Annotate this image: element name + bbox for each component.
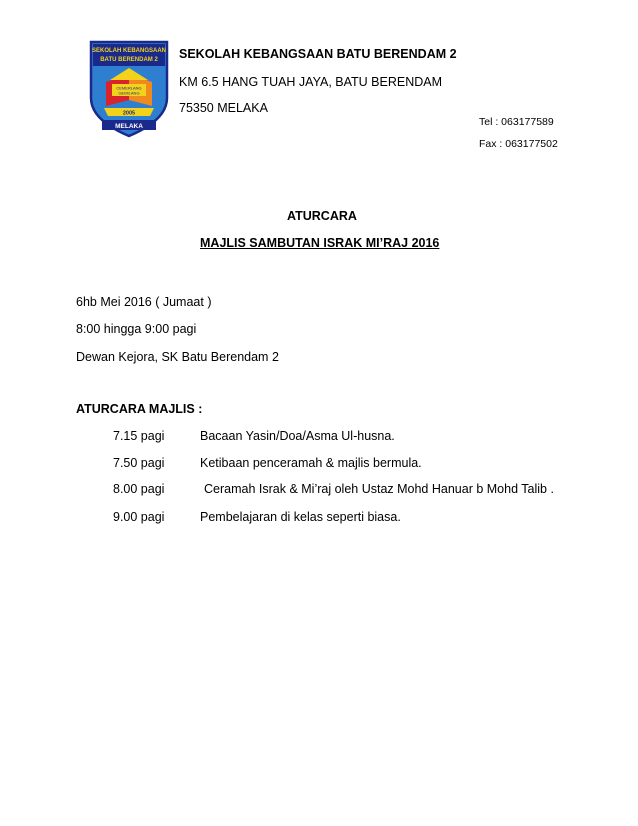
school-logo bbox=[88, 40, 170, 138]
programme-item-time: 9.00 pagi bbox=[113, 510, 165, 524]
logo-motto-line1: CEMERLANG bbox=[116, 85, 142, 91]
programme-item-desc: Bacaan Yasin/Doa/Asma Ul-husna. bbox=[200, 429, 395, 443]
document-subtitle: MAJLIS SAMBUTAN ISRAK MI’RAJ 2016 bbox=[200, 236, 440, 250]
logo-top-text: SEKOLAH KEBANGSAAN bbox=[91, 48, 167, 54]
school-name: SEKOLAH KEBANGSAAN BATU BERENDAM 2 bbox=[179, 47, 457, 61]
programme-item-desc: Pembelajaran di kelas seperti biasa. bbox=[200, 510, 401, 524]
fax-number: Fax : 063177502 bbox=[479, 138, 558, 150]
programme-item-time: 7.15 pagi bbox=[113, 429, 165, 443]
programme-item-desc: Ceramah Israk & Mi’raj oleh Ustaz Mohd Hanuar b Mohd Talib . bbox=[204, 482, 554, 496]
document-title: ATURCARA bbox=[287, 209, 357, 223]
programme-heading: ATURCARA MAJLIS : bbox=[76, 402, 203, 416]
event-date: 6hb Mei 2016 ( Jumaat ) bbox=[76, 295, 212, 309]
programme-item-time: 7.50 pagi bbox=[113, 456, 165, 470]
logo-sub-text: BATU BERENDAM 2 bbox=[100, 57, 158, 63]
programme-item-desc: Ketibaan penceramah & majlis bermula. bbox=[200, 456, 422, 470]
programme-item-time: 8.00 pagi bbox=[113, 482, 165, 496]
event-venue: Dewan Kejora, SK Batu Berendam 2 bbox=[76, 350, 279, 364]
tel-number: Tel : 063177589 bbox=[479, 116, 554, 128]
event-time: 8:00 hingga 9:00 pagi bbox=[76, 322, 197, 336]
address-line-2: 75350 MELAKA bbox=[179, 101, 268, 115]
logo-state: MELAKA bbox=[115, 123, 143, 130]
address-line-1: KM 6.5 HANG TUAH JAYA, BATU BERENDAM bbox=[179, 75, 443, 89]
logo-year: 2005 bbox=[122, 110, 136, 117]
logo-motto-line2: GEMILANG bbox=[118, 90, 140, 96]
